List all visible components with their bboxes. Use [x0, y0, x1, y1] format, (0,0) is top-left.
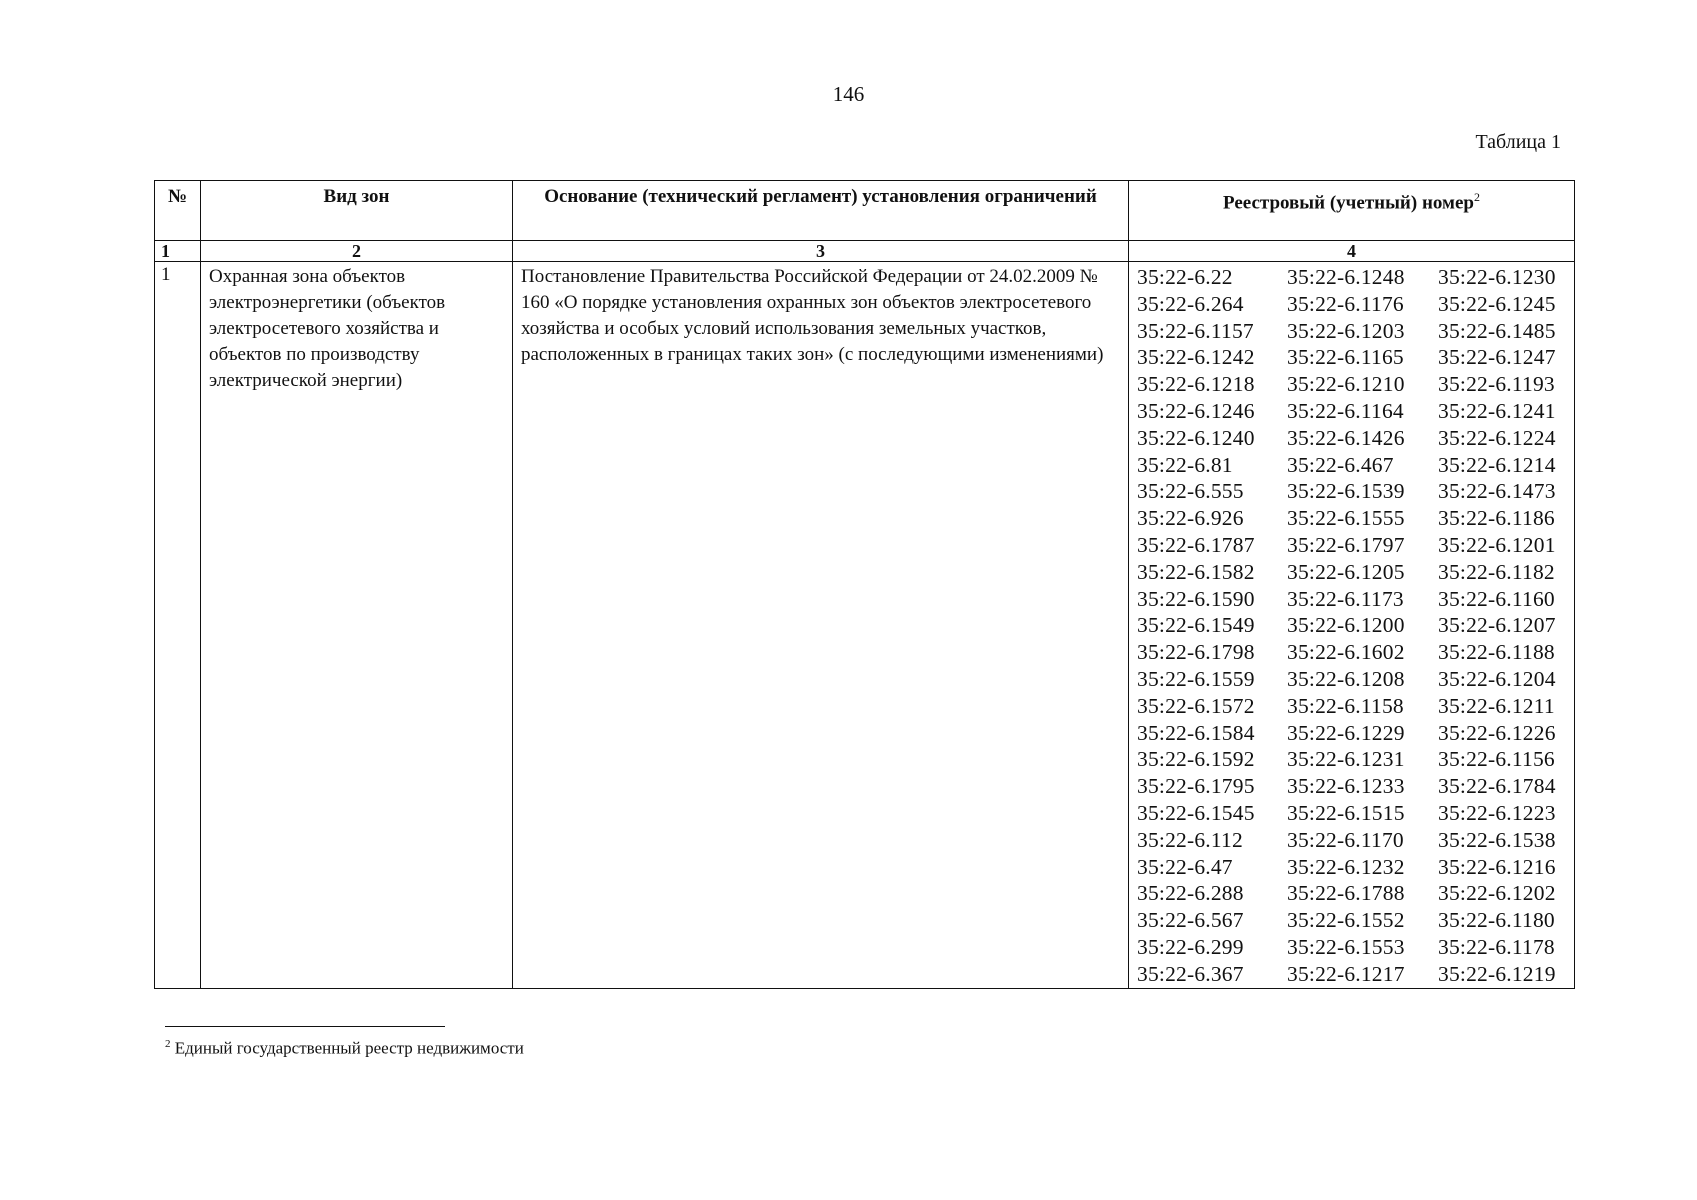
registry-number: 35:22-6.1232: [1287, 854, 1405, 879]
registry-number: 35:22-6.1226: [1438, 720, 1556, 745]
registry-number: 35:22-6.22: [1137, 265, 1233, 289]
registry-number: 35:22-6.1787: [1137, 532, 1255, 557]
registry-number: 35:22-6.1223: [1438, 800, 1556, 825]
registry-number: 35:22-6.1156: [1438, 747, 1555, 772]
column-number-2: 2: [201, 241, 513, 262]
registry-number: 35:22-6.1553: [1287, 934, 1405, 959]
registry-number: 35:22-6.1180: [1438, 908, 1555, 933]
registry-number: 35:22-6.1186: [1438, 506, 1555, 531]
registry-number: 35:22-6.1592: [1137, 747, 1255, 772]
registry-number: 35:22-6.1229: [1287, 720, 1405, 745]
registry-number: 35:22-6.1176: [1287, 291, 1404, 316]
table-caption: Таблица 1: [1475, 131, 1561, 153]
registry-number: 35:22-6.926: [1137, 506, 1244, 531]
header-zone-type: Вид зон: [201, 181, 513, 241]
footnote-mark: 2: [1473, 190, 1480, 204]
registry-number: 35:22-6.1240: [1137, 425, 1255, 450]
registry-number-grid: [1137, 264, 1574, 988]
registry-number: 35:22-6.1188: [1438, 640, 1555, 665]
registry-number: 35:22-6.264: [1137, 291, 1244, 316]
registry-number: 35:22-6.1211: [1438, 693, 1555, 718]
registry-number: 35:22-6.1582: [1137, 559, 1255, 584]
header-registry-number-label: Реестровый (учетный) номер: [1223, 192, 1474, 214]
registry-number: 35:22-6.1426: [1287, 425, 1405, 450]
registry-number: 35:22-6.1170: [1287, 827, 1404, 852]
registry-number: 35:22-6.1538: [1438, 827, 1556, 852]
registry-number: 35:22-6.1788: [1287, 881, 1405, 906]
registry-table: [154, 180, 1575, 989]
registry-number: 35:22-6.1572: [1137, 693, 1255, 718]
header-num: №: [155, 181, 201, 241]
registry-number: 35:22-6.1182: [1438, 559, 1555, 584]
registry-number: 35:22-6.1164: [1287, 398, 1404, 423]
registry-number: 35:22-6.1193: [1438, 372, 1555, 397]
registry-number: 35:22-6.1485: [1438, 318, 1556, 343]
registry-number: 35:22-6.1549: [1137, 613, 1255, 638]
registry-number: 35:22-6.1242: [1137, 345, 1255, 370]
registry-number: 35:22-6.288: [1137, 881, 1244, 906]
registry-number: 35:22-6.1473: [1438, 479, 1556, 504]
row-zone-type: Охранная зона объектов электроэнергетики (объектов электросетевого хозяйства и объектов по производству электрической энергии): [201, 262, 513, 989]
registry-number: 35:22-6.1165: [1287, 345, 1404, 370]
registry-number: 35:22-6.299: [1137, 934, 1244, 959]
registry-number: 35:22-6.1539: [1287, 479, 1405, 504]
registry-number: 35:22-6.1555: [1287, 506, 1405, 531]
registry-number: 35:22-6.1214: [1438, 452, 1556, 477]
registry-number: 35:22-6.1795: [1137, 774, 1255, 799]
registry-number: 35:22-6.1552: [1287, 908, 1405, 933]
registry-number: 35:22-6.1202: [1438, 881, 1556, 906]
registry-number: 35:22-6.1797: [1287, 532, 1405, 557]
registry-number: 35:22-6.1224: [1438, 425, 1556, 450]
registry-number: 35:22-6.1203: [1287, 318, 1405, 343]
registry-number: 35:22-6.1798: [1137, 640, 1255, 665]
registry-number: 35:22-6.1602: [1287, 640, 1405, 665]
page-number: 146: [832, 82, 865, 106]
row-registry-numbers: [1129, 262, 1575, 989]
registry-number: 35:22-6.1231: [1287, 747, 1405, 772]
registry-number: 35:22-6.1218: [1137, 372, 1255, 397]
column-number-3: 3: [513, 241, 1129, 262]
registry-number: 35:22-6.555: [1137, 479, 1244, 504]
column-number-4: 4: [1129, 241, 1575, 262]
registry-number: 35:22-6.567: [1137, 908, 1244, 933]
registry-number: 35:22-6.81: [1137, 452, 1233, 477]
table-header-row: [155, 181, 1575, 241]
registry-number: 35:22-6.467: [1287, 452, 1394, 477]
registry-number: 35:22-6.1233: [1287, 774, 1405, 799]
registry-number: 35:22-6.1173: [1287, 586, 1404, 611]
registry-number: 35:22-6.1219: [1438, 961, 1556, 986]
table-row: [155, 262, 1575, 989]
registry-number: 35:22-6.47: [1137, 854, 1233, 879]
registry-number: 35:22-6.367: [1137, 961, 1244, 986]
registry-number: 35:22-6.1784: [1438, 774, 1556, 799]
registry-number: 35:22-6.1157: [1137, 318, 1254, 343]
registry-number: 35:22-6.1204: [1438, 666, 1556, 691]
registry-number: 35:22-6.1248: [1287, 265, 1405, 289]
registry-number: 35:22-6.1205: [1287, 559, 1405, 584]
registry-number: 35:22-6.1178: [1438, 934, 1555, 959]
registry-number: 35:22-6.1515: [1287, 800, 1405, 825]
registry-number: 35:22-6.1247: [1438, 345, 1556, 370]
registry-number: 35:22-6.1158: [1287, 693, 1404, 718]
header-basis: Основание (технический регламент) установления ограничений: [513, 181, 1129, 241]
registry-number: 35:22-6.1200: [1287, 613, 1405, 638]
row-num: 1: [155, 262, 201, 989]
header-registry-number: [1129, 181, 1575, 241]
footnote-text: Единый государственный реестр недвижимости: [174, 1038, 524, 1058]
registry-number: 35:22-6.1201: [1438, 532, 1556, 557]
registry-number: 35:22-6.1207: [1438, 613, 1556, 638]
registry-number: 35:22-6.1241: [1438, 398, 1556, 423]
footnote: [165, 1038, 524, 1059]
registry-number: 35:22-6.1230: [1438, 265, 1556, 289]
row-basis: Постановление Правительства Российской Федерации от 24.02.2009 № 160 «О порядке установления охранных зон объектов электросетевого хозяйства и особых условий использования земельных участков, расположенных в границах таких зон» (с последующими изменениями): [513, 262, 1129, 989]
registry-number: 35:22-6.1208: [1287, 666, 1405, 691]
registry-number: 35:22-6.1245: [1438, 291, 1556, 316]
registry-number: 35:22-6.1584: [1137, 720, 1255, 745]
registry-number: 35:22-6.1545: [1137, 800, 1255, 825]
column-number-1: 1: [155, 241, 201, 262]
registry-number: 35:22-6.1559: [1137, 666, 1255, 691]
registry-number: 35:22-6.112: [1137, 827, 1243, 852]
footnote-mark: 2: [165, 1038, 171, 1050]
registry-number: 35:22-6.1590: [1137, 586, 1255, 611]
registry-number: 35:22-6.1216: [1438, 854, 1556, 879]
registry-number: 35:22-6.1217: [1287, 961, 1405, 986]
registry-number: 35:22-6.1160: [1438, 586, 1555, 611]
footnote-divider: [165, 1026, 445, 1027]
registry-number: 35:22-6.1210: [1287, 372, 1405, 397]
column-numbers-row: [155, 241, 1575, 262]
registry-number: 35:22-6.1246: [1137, 398, 1255, 423]
